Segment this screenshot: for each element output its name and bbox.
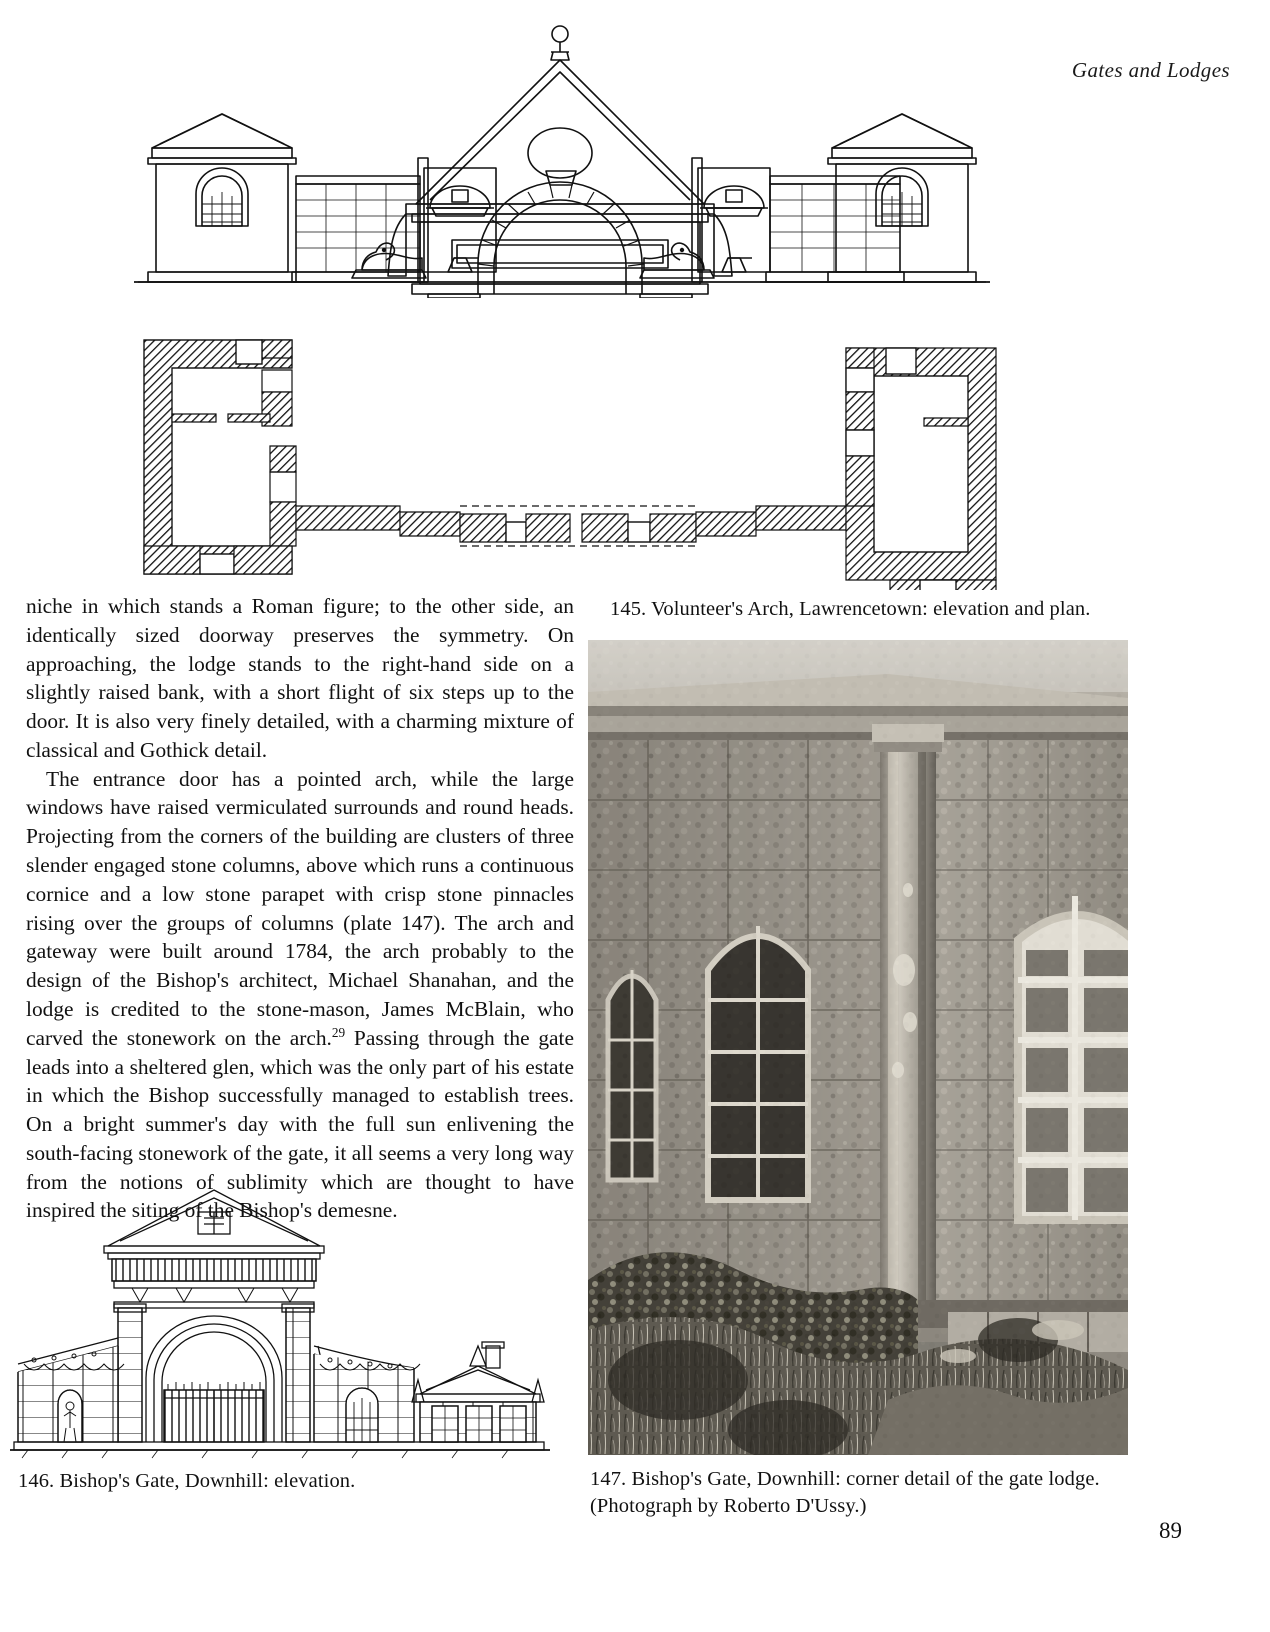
figure-147-photograph xyxy=(588,640,1128,1455)
paragraph-2-part-b: Passing through the gate leads into a sheltered glen, which was the only part of his estate in which the Bishop successfully managed to establish trees. On a bright summer's day with the full sun enlivening the south-facing stonework of the gate, it all seems a very long way from the notions of sublimity which are thought to have inspired the siting of the Bishop's demesne. xyxy=(26,1025,574,1223)
paragraph-2-part-a: The entrance door has a pointed arch, while the large windows have raised vermiculated surrounds and round heads. Projecting from the corners of the building are clusters of three slender engaged stone columns, above which runs a continuous cornice and a low stone parapet with crisp stone pinnacles rising over the groups of columns (plate 147). The arch and gateway were built around 1784, the arch probably to the design of the Bishop's architect, Michael Shanahan, and the lodge is credited to the stone-mason, James McBlain, who carved the stonework on the arch. xyxy=(26,766,574,1050)
footnote-marker-29: 29 xyxy=(331,1024,346,1040)
figure-147-caption-line-2: (Photograph by Roberto D'Ussy.) xyxy=(590,1494,867,1517)
page-number: 89 xyxy=(1159,1518,1182,1543)
figure-145-caption: 145. Volunteer's Arch, Lawrencetown: elevation and plan. xyxy=(610,598,1091,620)
paragraph-1: niche in which stands a Roman figure; to the other side, an identically sized doorway preserves the symmetry. On approaching, the lodge stands to the right-hand side on a slightly raised bank, with a short flight of six steps up to the door. It is also very finely detailed, with a charming mixture of classical and Gothick detail. xyxy=(26,594,574,762)
figure-145-elevation-drawing xyxy=(130,8,1010,298)
figure-147-caption xyxy=(590,1466,1135,1519)
running-head: Gates and Lodges xyxy=(1071,58,1230,82)
figure-145-plan-drawing xyxy=(130,330,1010,590)
paragraph-2 xyxy=(26,765,574,1226)
figure-147-caption-line-1: 147. Bishop's Gate, Downhill: corner detail of the gate lodge. xyxy=(590,1468,1100,1490)
body-text-column xyxy=(26,592,574,1225)
figure-146-caption: 146. Bishop's Gate, Downhill: elevation. xyxy=(18,1470,356,1492)
figure-146-elevation-drawing xyxy=(8,1178,574,1463)
